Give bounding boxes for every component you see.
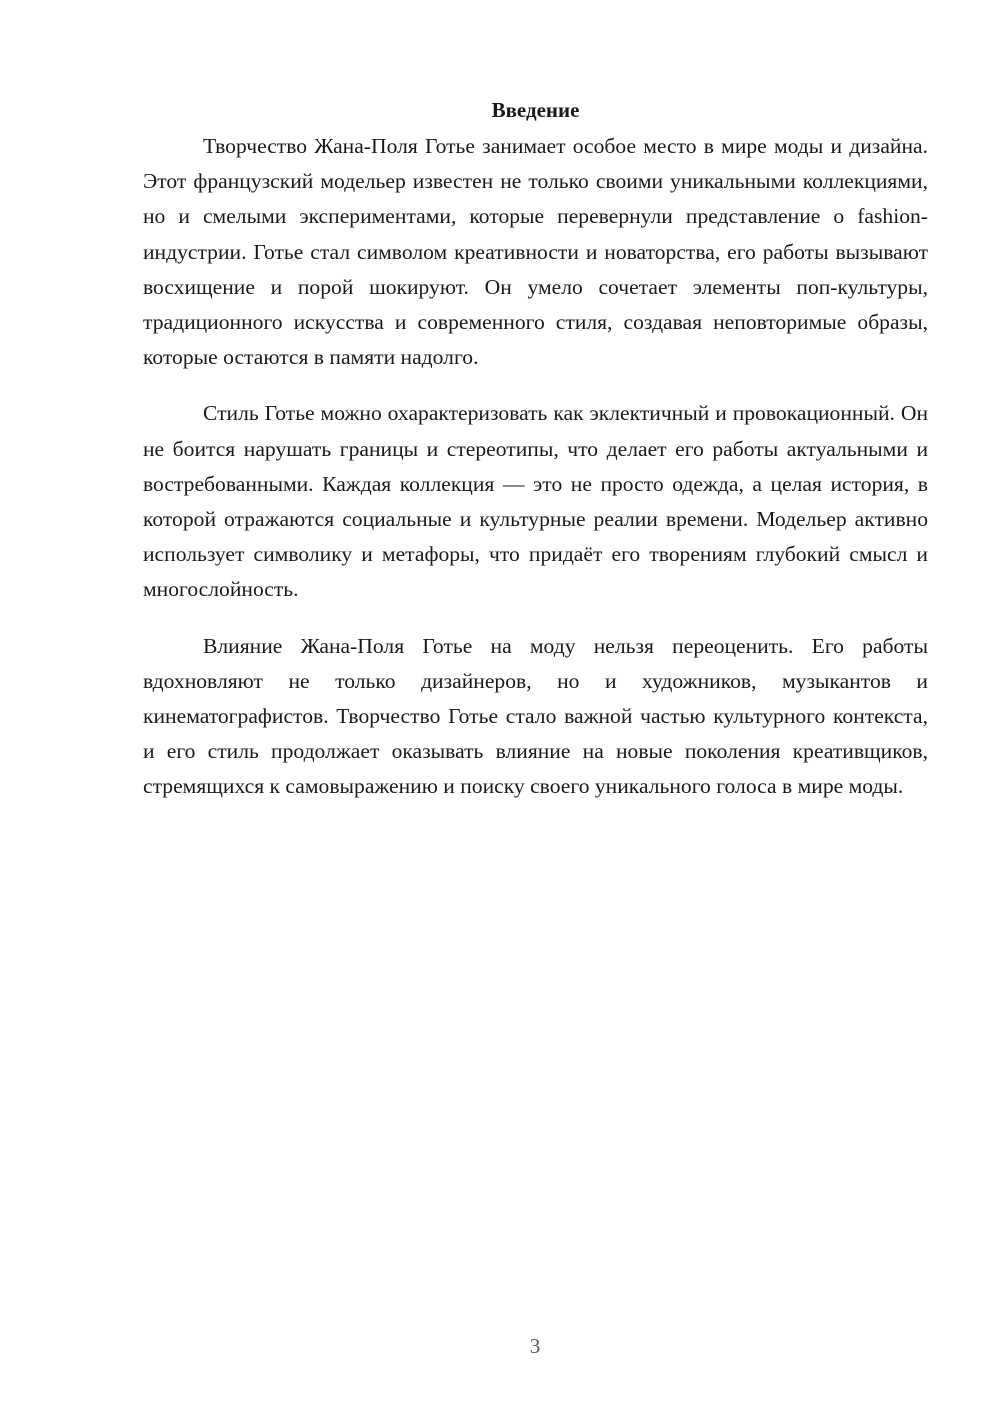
paragraph-2: Стиль Готье можно охарактеризовать как эклектичный и провокационный. Он не боится нарушать границы и стереотипы, что делает его работы актуальными и востребованными. Каждая коллекция — это не просто одежда, а целая история, в которой отражаются социальные и культурные реалии времени. Модельер активно использует символику и метафоры, что придаёт его творениям глубокий смысл и многослойность.	[143, 401, 928, 602]
page-number: 3	[529, 1334, 541, 1358]
page-content	[143, 93, 928, 826]
paragraph-3: Влияние Жана-Поля Готье на моду нельзя переоценить. Его работы вдохновляют не только дизайнеров, но и художников, музыкантов и кинематографистов. Творчество Готье стало важной частью культурного контекста, и его стиль продолжает оказывать влияние на новые поколения креативщиков, стремящихся к самовыражению и поиску своего уникального голоса в мире моды.	[143, 633, 928, 799]
paragraph-1: Творчество Жана-Поля Готье занимает особое место в мире моды и дизайна. Этот французский модельер известен не только своими уникальными коллекциями, но и смелыми экспериментами, которые перевернули представление о fashion-индустрии. Готье стал символом креативности и новаторства, его работы вызывают восхищение и порой шокируют. Он умело сочетает элементы поп-культуры, традиционного искусства и современного стиля, создавая неповторимые образы, которые остаются в памяти надолго.	[143, 134, 928, 370]
section-title: Введение	[491, 98, 580, 122]
